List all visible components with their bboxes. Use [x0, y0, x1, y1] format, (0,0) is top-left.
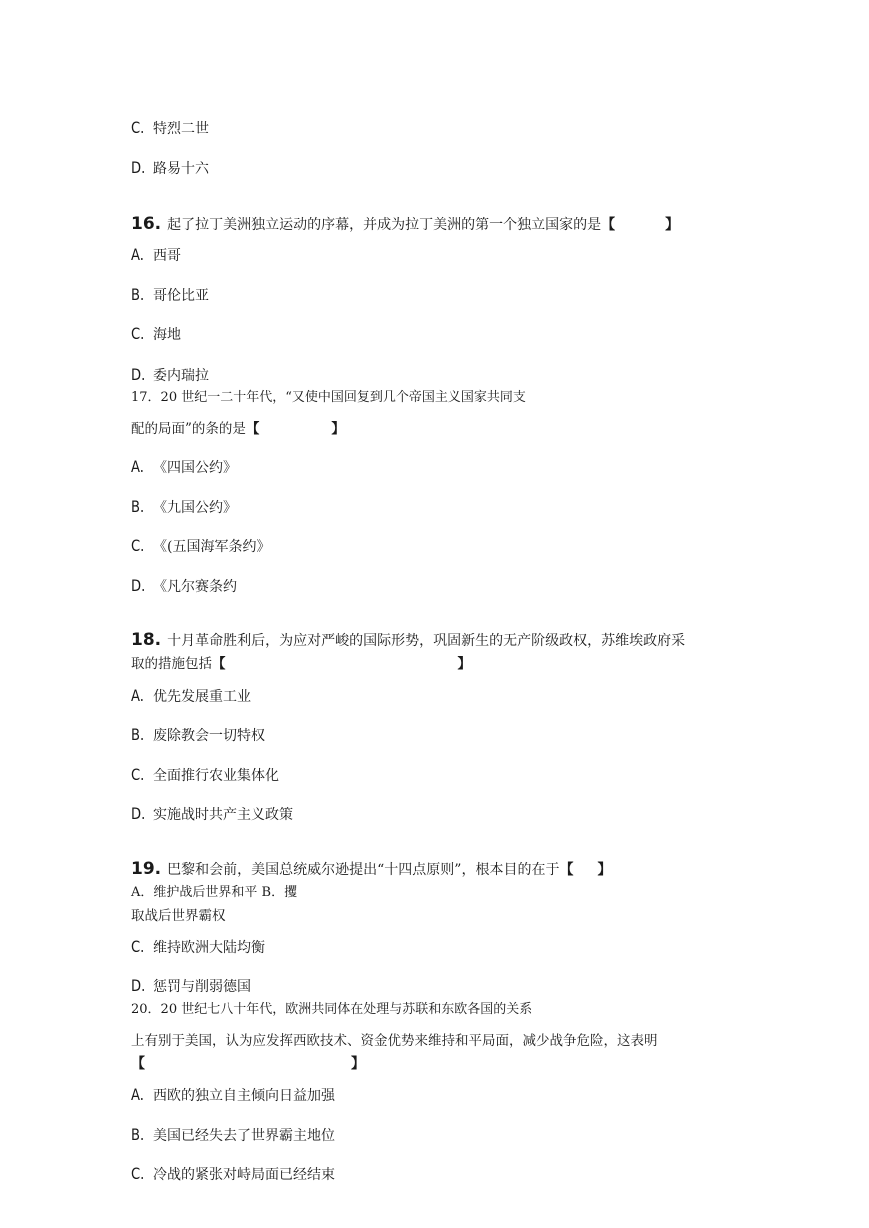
question-text: 巴黎和会前，美国总统威尔逊提出“十四点原则”，根本目的在于	[167, 862, 560, 878]
option-letter: D.	[131, 804, 146, 823]
q19-option-c	[131, 938, 265, 957]
q17-stem-line-1: 17．20 世纪一二十年代，“又使中国回复到几个帝国主义国家共同支	[131, 390, 526, 405]
q19-options-ab-line-2: 取战后世界霸权	[131, 908, 226, 924]
option-letter: C.	[131, 765, 145, 784]
option-letter: D.	[131, 576, 146, 595]
option-text: 西欧的独立自主倾向日益加强	[153, 1088, 335, 1104]
option-letter: C.	[131, 937, 145, 956]
q20-option-a	[131, 1086, 335, 1105]
q20-option-c	[131, 1165, 335, 1184]
option-letter: A.	[131, 686, 144, 705]
option-letter: C.	[131, 118, 145, 137]
q20-stem-line-1: 20．20 世纪七八十年代，欧洲共同体在处理与苏联和东欧各国的关系	[131, 1002, 533, 1017]
option-letter: D.	[131, 158, 146, 177]
option-text: 路易十六	[153, 161, 209, 177]
option-text: 特烈二世	[153, 121, 209, 137]
answer-bracket-open: 【	[601, 217, 616, 233]
answer-bracket-close: 】	[457, 656, 471, 672]
question-text: 取的措施包括	[131, 656, 212, 672]
option-letter: B.	[131, 725, 145, 744]
q17-stem-line-2	[131, 420, 345, 438]
q16-option-c	[131, 325, 181, 344]
option-letter: C.	[131, 536, 145, 555]
q20-option-b	[131, 1126, 335, 1145]
question-number: 19.	[131, 859, 162, 879]
option-text: 《九国公约》	[153, 500, 237, 516]
option-text: 维持欧洲大陆均衡	[153, 940, 265, 956]
answer-bracket-close: 】	[597, 862, 612, 878]
q19-options-ab-line-1: A．维护战后世界和平 B．攫	[131, 885, 298, 900]
option-letter: D.	[131, 365, 146, 384]
option-letter: C.	[131, 1164, 145, 1183]
option-text: 委内瑞拉	[153, 368, 209, 384]
q18-option-a	[131, 687, 251, 706]
q19-option-d	[131, 977, 251, 996]
q18-option-c	[131, 766, 279, 785]
option-text: 美国已经失去了世界霸主地位	[153, 1128, 335, 1144]
option-text: 海地	[153, 327, 181, 343]
option-text: 全面推行农业集体化	[153, 768, 279, 784]
q16-option-a	[131, 246, 181, 265]
question-number: 16.	[131, 214, 162, 234]
option-letter: A.	[131, 457, 144, 476]
q15-option-d	[131, 159, 209, 178]
q16-stem	[131, 215, 679, 234]
option-letter: A.	[131, 1085, 144, 1104]
option-text: 《凡尔赛条约	[153, 579, 237, 595]
q17-option-d	[131, 577, 237, 596]
question-number: 18.	[131, 630, 162, 650]
q15-option-c	[131, 119, 209, 138]
answer-bracket-close: 】	[351, 1056, 365, 1072]
q17-option-a	[131, 458, 237, 477]
q16-option-b	[131, 286, 209, 305]
answer-bracket-close: 】	[665, 217, 680, 233]
option-text: 废除教会一切特权	[153, 728, 265, 744]
option-letter: B.	[131, 285, 145, 304]
q18-option-b	[131, 726, 265, 745]
q20-answer-bracket	[131, 1055, 365, 1073]
q19-stem	[131, 860, 611, 879]
answer-bracket-open: 【	[245, 421, 260, 437]
option-text: 实施战时共产主义政策	[153, 807, 293, 823]
answer-bracket-open: 【	[559, 862, 574, 878]
q18-stem-line-2	[131, 655, 471, 673]
option-text: 惩罚与削弱德国	[153, 979, 251, 995]
q17-option-c	[131, 537, 270, 556]
option-text: 《四国公约》	[153, 460, 237, 476]
option-letter: A.	[131, 245, 144, 264]
answer-bracket-open: 【	[212, 656, 226, 672]
q16-option-d	[131, 366, 209, 385]
question-text: 配的局面”的条的是	[131, 421, 246, 437]
option-text: 哥伦比亚	[153, 288, 209, 304]
option-text: 《(五国海军条约》	[153, 539, 271, 555]
option-text: 冷战的紧张对峙局面已经结束	[153, 1167, 335, 1183]
option-text: 优先发展重工业	[153, 689, 251, 705]
answer-bracket-open: 【	[131, 1056, 145, 1072]
option-letter: C.	[131, 324, 145, 343]
option-text: 西哥	[153, 248, 181, 264]
option-letter: D.	[131, 976, 146, 995]
option-letter: B.	[131, 1125, 145, 1144]
q20-stem-line-2: 上有别于美国，认为应发挥西欧技术、资金优势来维持和平局面，减少战争危险，这表明	[131, 1033, 658, 1049]
q17-option-b	[131, 498, 237, 517]
answer-bracket-close: 】	[331, 421, 345, 437]
q18-stem-line-1	[131, 631, 685, 650]
question-text: 起了拉丁美洲独立运动的序幕，并成为拉丁美洲的第一个独立国家的是	[167, 217, 602, 233]
question-text: 十月革命胜利后，为应对严峻的国际形势，巩固新生的无产阶级政权，苏维埃政府采	[167, 633, 686, 649]
q18-option-d	[131, 805, 293, 824]
option-letter: B.	[131, 497, 145, 516]
